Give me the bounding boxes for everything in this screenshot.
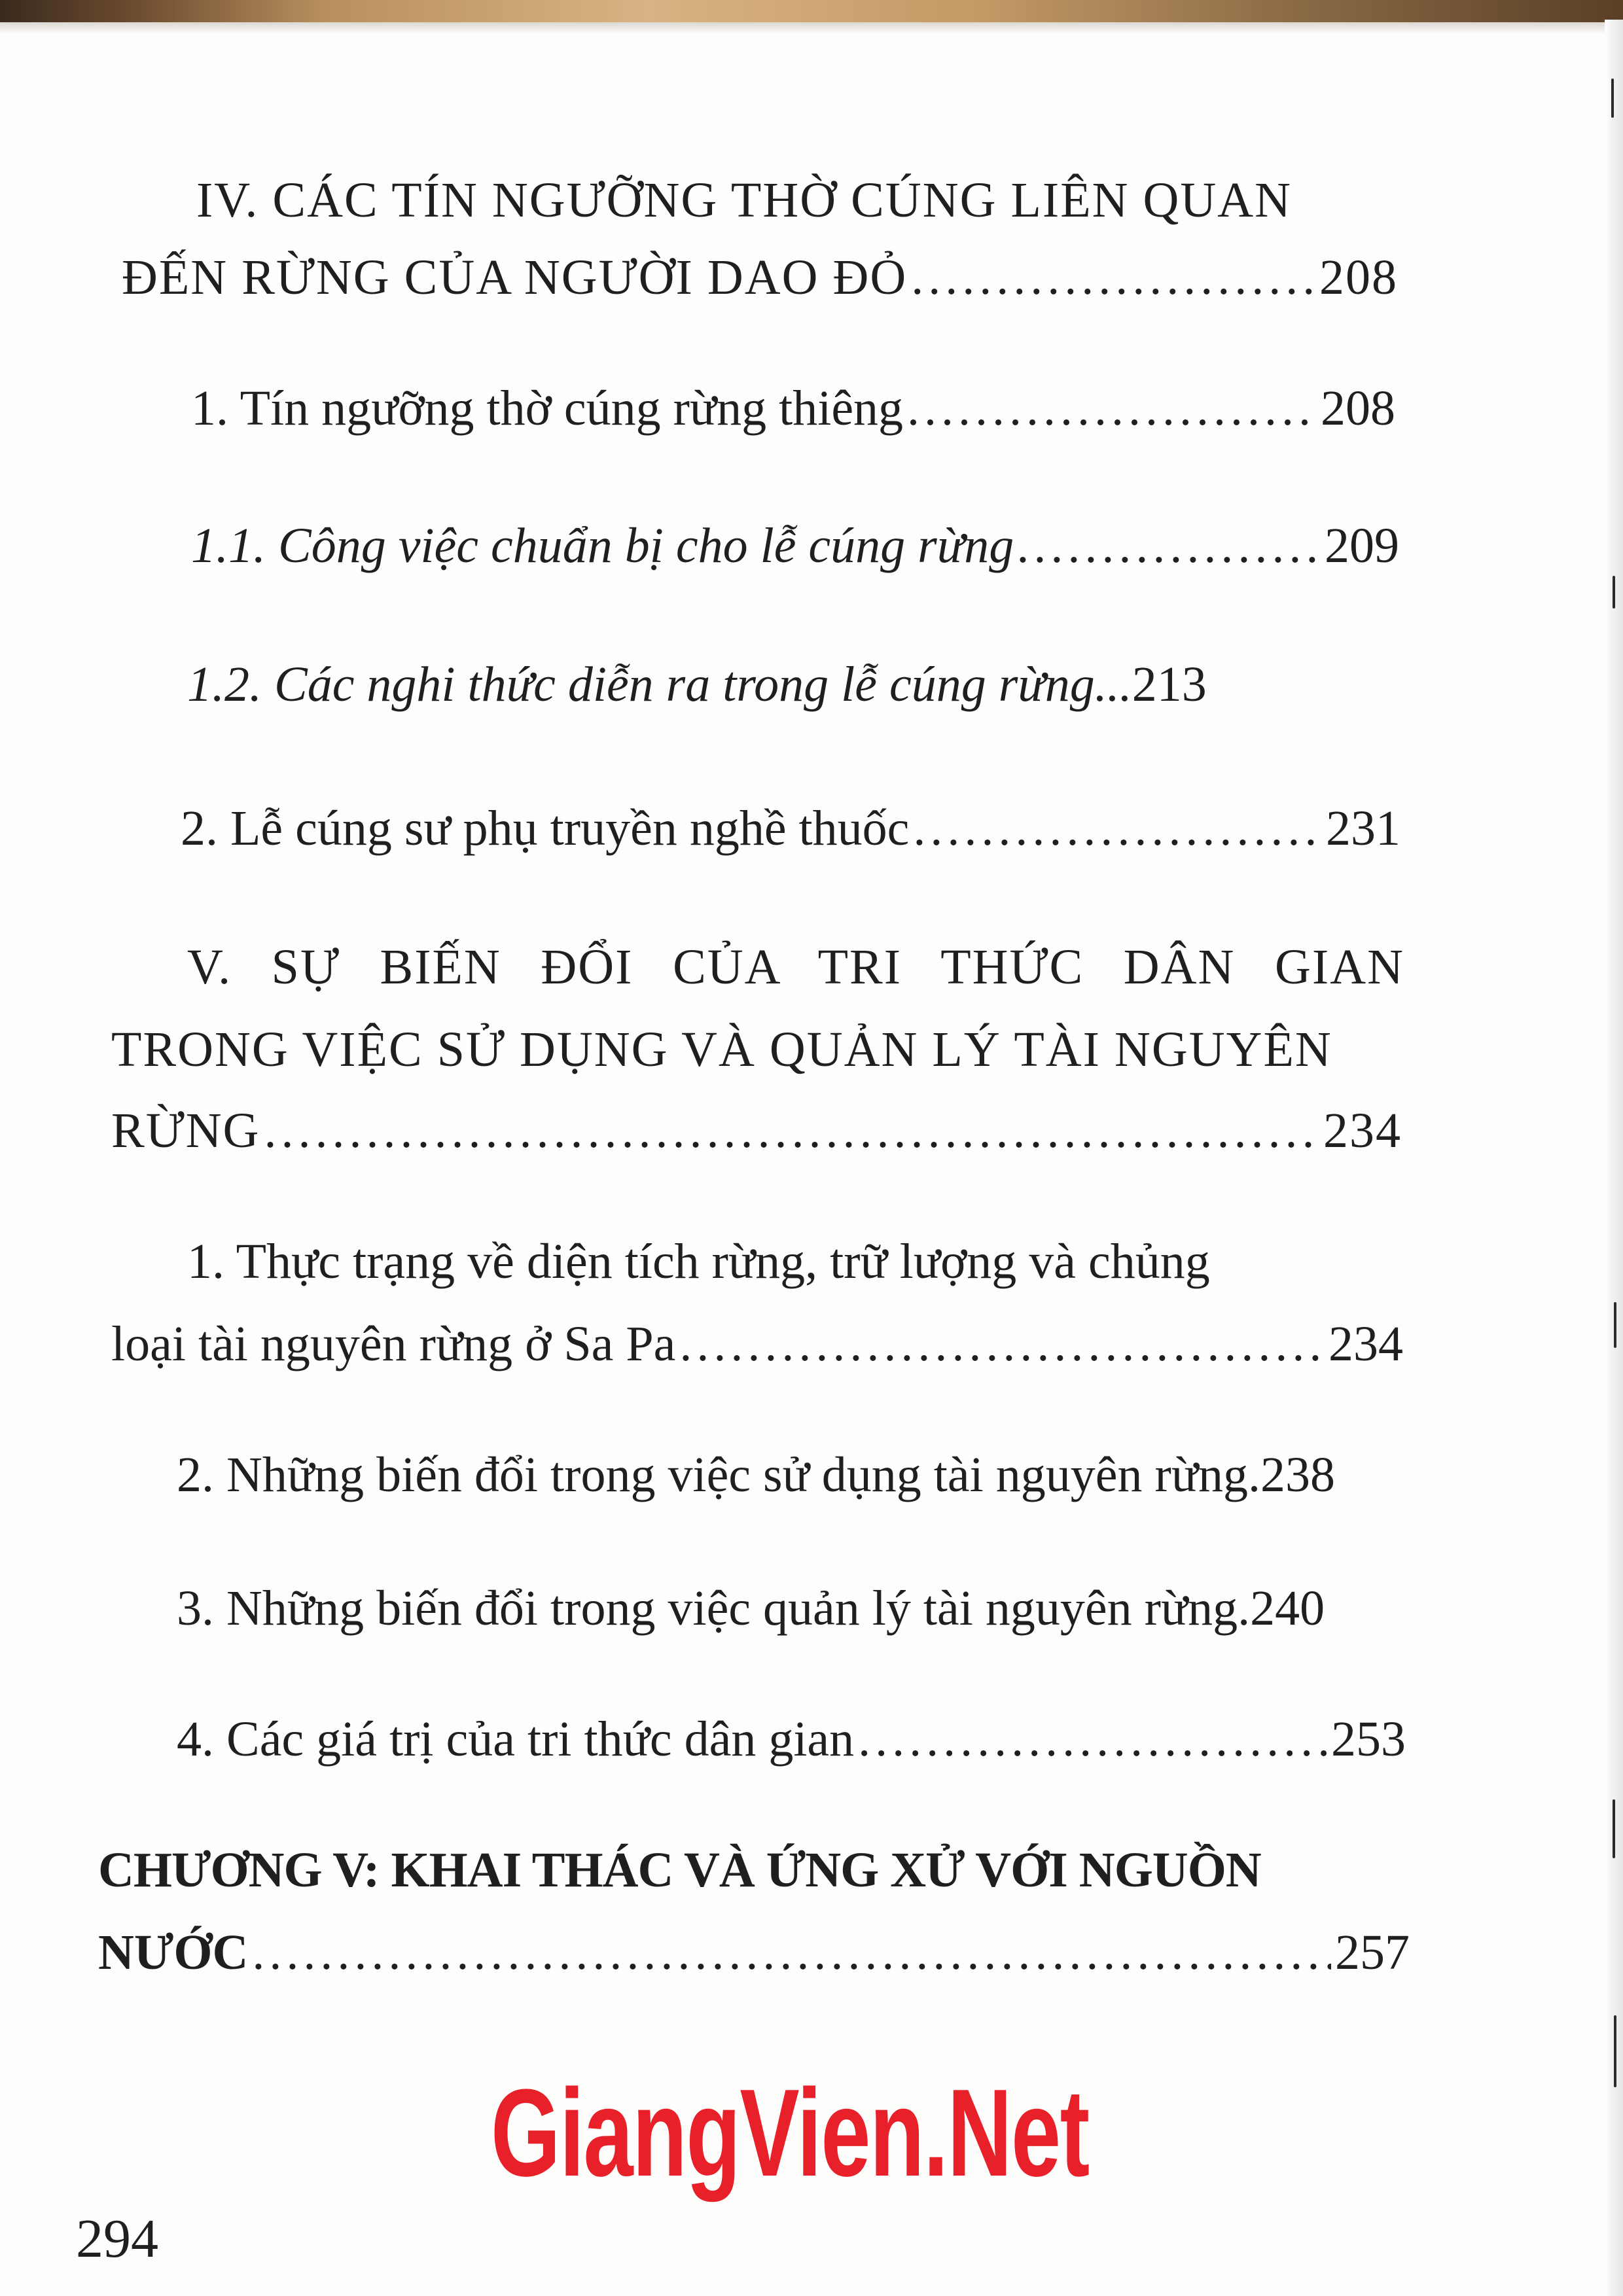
toc-chapter-5-line1: CHƯƠNG V: KHAI THÁC VÀ ỨNG XỬ VỚI NGUỒN <box>98 1843 1261 1898</box>
scan-top-edge <box>0 0 1623 22</box>
dot-leader <box>907 383 1317 433</box>
toc-entry-text: loại tài nguyên rừng ở Sa Pa <box>111 1316 676 1371</box>
toc-page-number: 231 <box>1326 801 1400 856</box>
dot-leader <box>858 1714 1327 1764</box>
toc-chapter-5-line2: NƯỚC <box>98 1925 249 1980</box>
toc-entry-text: 2. Lễ cúng sư phụ truyền nghề thuốc <box>181 801 910 856</box>
toc-section-5-line3: RỪNG <box>111 1103 260 1158</box>
toc-section-5-line2: TRONG VIỆC SỬ DỤNG VÀ QUẢN LÝ TÀI NGUYÊN <box>111 1022 1332 1077</box>
toc-entry-4-1-1[interactable] <box>191 518 1399 573</box>
toc-section-4-row[interactable] <box>122 250 1398 305</box>
dot-leader <box>913 804 1322 853</box>
dot-leader <box>679 1319 1325 1369</box>
toc-page-number: 257 <box>1335 1925 1410 1980</box>
toc-entry-5-1[interactable] <box>111 1316 1403 1371</box>
toc-entry-5-2[interactable]: 2. Những biến đổi trong việc sử dụng tài nguyên rừng.238 <box>177 1447 1336 1502</box>
scan-mark <box>1614 2015 1616 2087</box>
watermark-logo: GiangVien.Net <box>491 2064 1089 2202</box>
dot-leader <box>264 1106 1319 1156</box>
scan-mark <box>1613 576 1615 609</box>
dot-leader <box>252 1928 1331 1977</box>
toc-section-4-line1: IV. CÁC TÍN NGƯỠNG THỜ CÚNG LIÊN QUAN <box>196 173 1293 228</box>
toc-page-number: 253 <box>1331 1712 1406 1767</box>
scan-top-shadow <box>0 22 1623 34</box>
toc-page-number: 209 <box>1325 518 1399 573</box>
toc-entry-4-1-2[interactable] <box>187 657 1207 712</box>
toc-entry-5-1-line1: 1. Thực trạng về diện tích rừng, trữ lượng và chủng <box>187 1234 1210 1289</box>
scan-mark <box>1614 1302 1616 1348</box>
toc-entry-4-1[interactable] <box>191 381 1395 436</box>
toc-page-number: 208 <box>1321 381 1395 436</box>
toc-entry-text: 1.1. Công việc chuẩn bị cho lễ cúng rừng <box>191 518 1014 573</box>
toc-chapter-5-row[interactable] <box>98 1925 1410 1980</box>
toc-page-number: 208 <box>1319 250 1398 305</box>
toc-entry-text: 1. Tín ngưỡng thờ cúng rừng thiêng <box>191 381 904 436</box>
toc-entry-text: 1.2. Các nghi thức diễn ra trong lễ cúng rừng... <box>187 657 1132 712</box>
toc-section-5-row[interactable] <box>111 1103 1402 1158</box>
page-number: 294 <box>76 2208 158 2269</box>
scan-mark <box>1611 79 1614 118</box>
toc-entry-5-3[interactable]: 3. Những biến đổi trong việc quản lý tài nguyên rừng.240 <box>177 1581 1325 1636</box>
toc-entry-4-2[interactable] <box>181 801 1400 856</box>
scan-mark <box>1613 1799 1615 1858</box>
toc-page-number: 234 <box>1329 1316 1403 1371</box>
toc-section-5-line1: V. SỰ BIẾN ĐỔI CỦA TRI THỨC DÂN GIAN <box>187 940 1404 995</box>
dot-leader <box>911 253 1315 302</box>
dot-leader <box>1018 521 1321 571</box>
scan-right-edge <box>1605 20 1623 2296</box>
toc-entry-5-4[interactable] <box>177 1712 1406 1767</box>
toc-page-number: 234 <box>1323 1103 1402 1158</box>
toc-entry-text: 4. Các giá trị của tri thức dân gian <box>177 1712 855 1767</box>
toc-page-number: 213 <box>1132 657 1207 712</box>
toc-section-4-line2: ĐẾN RỪNG CỦA NGƯỜI DAO ĐỎ <box>122 250 908 305</box>
